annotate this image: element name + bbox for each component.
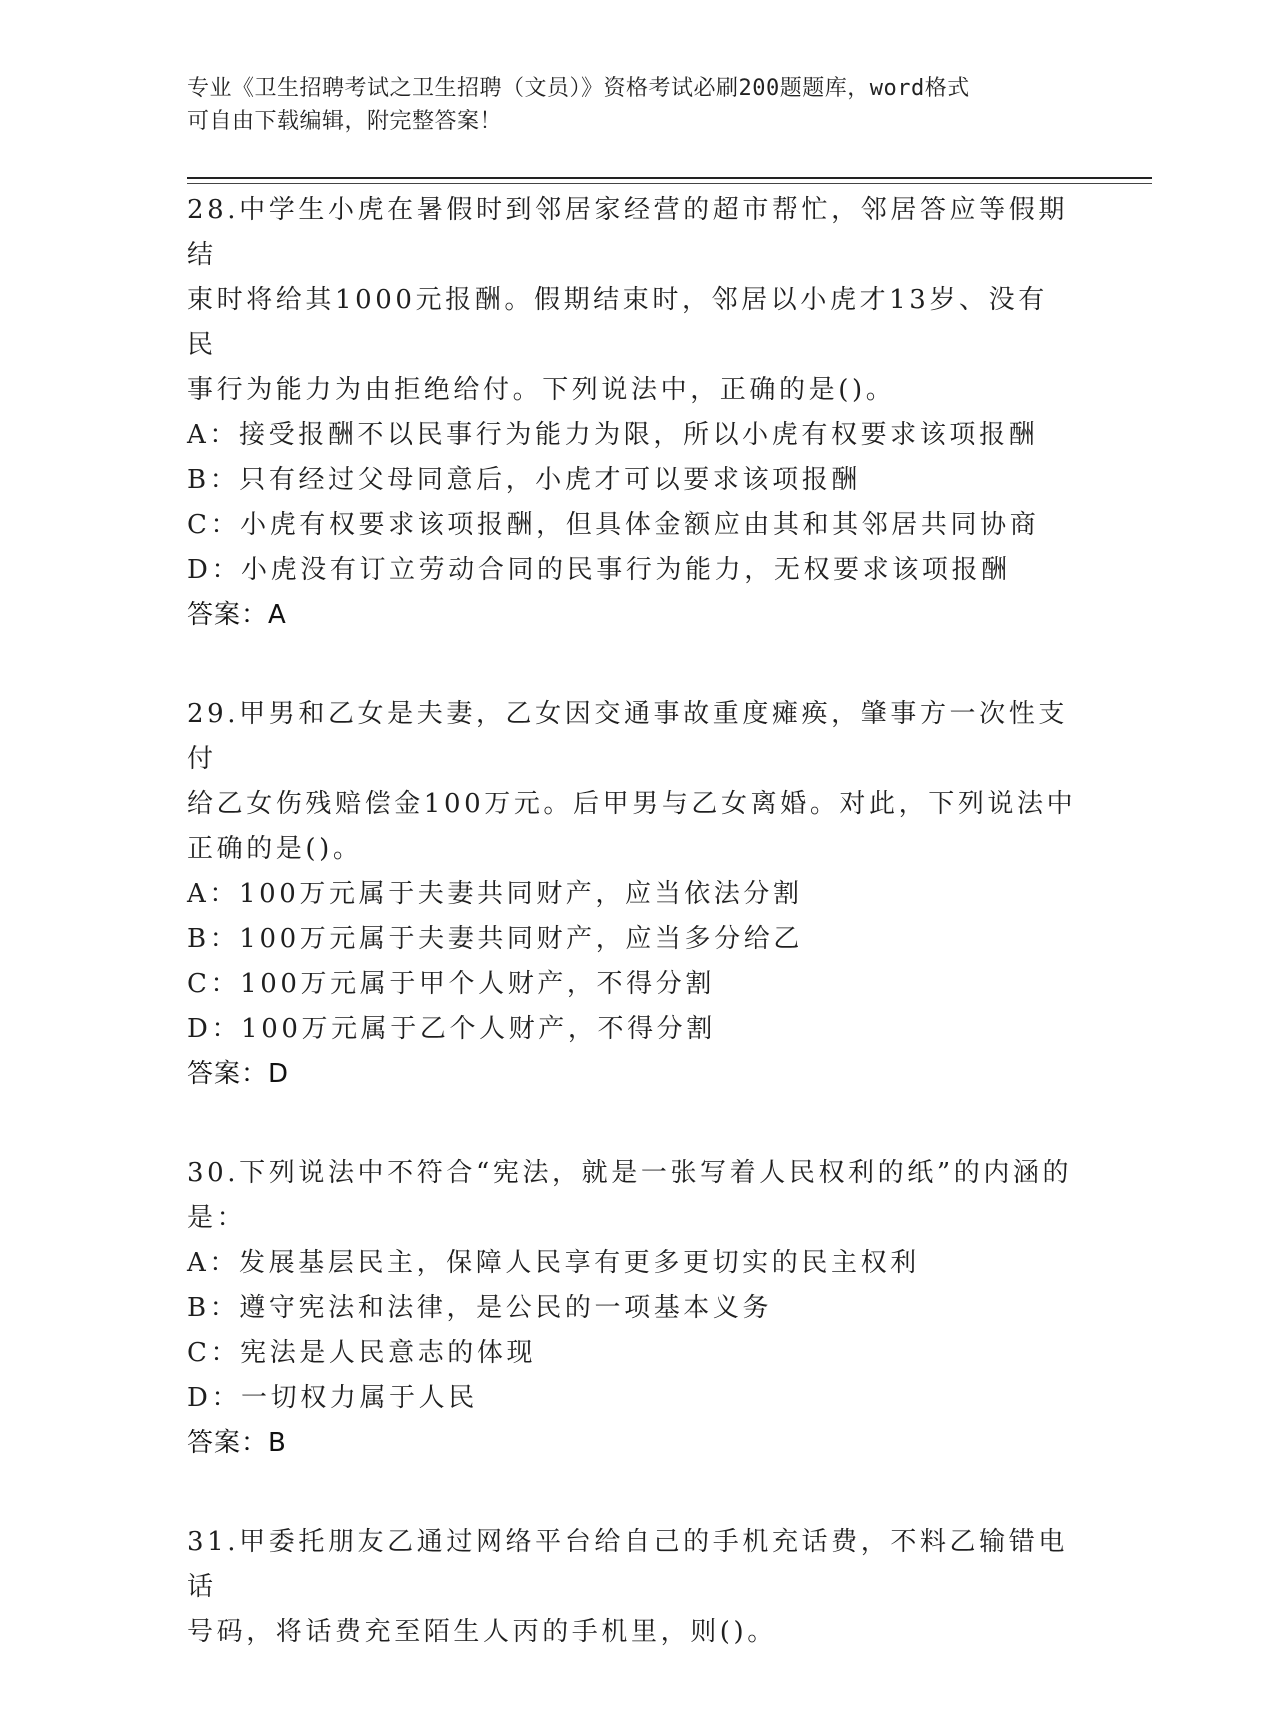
- question-31: [187, 1520, 1077, 1655]
- question-stem-line: 28.中学生小虎在暑假时到邻居家经营的超市帮忙，邻居答应等假期结: [187, 195, 1068, 270]
- question-stem: [187, 188, 1077, 413]
- question-stem-line: 是：: [187, 1203, 247, 1233]
- header-line-2: 可自由下载编辑，附完整答案！: [187, 109, 503, 134]
- option-b: B：只有经过父母同意后，小虎才可以要求该项报酬: [187, 465, 861, 495]
- question-stem-line: 29.甲男和乙女是夫妻，乙女因交通事故重度瘫痪，肇事方一次性支付: [187, 699, 1068, 774]
- header-divider-thin: [187, 183, 1152, 184]
- question-stem: [187, 1151, 1077, 1241]
- option-b: B：遵守宪法和法律，是公民的一项基本义务: [187, 1293, 773, 1323]
- answer-label: 答案：A: [187, 600, 287, 630]
- document-header: [187, 72, 1067, 138]
- question-stem-line: 正确的是()。: [187, 834, 363, 864]
- answer-label: 答案：B: [187, 1428, 287, 1458]
- option-b: B：100万元属于夫妻共同财产，应当多分给乙: [187, 924, 803, 954]
- question-list: [187, 188, 1077, 1709]
- question-stem-line: 31.甲委托朋友乙通过网络平台给自己的手机充话费，不料乙输错电话: [187, 1527, 1068, 1602]
- question-stem-line: 给乙女伤残赔偿金100万元。后甲男与乙女离婚。对此，下列说法中: [187, 789, 1077, 819]
- question-stem-line: 事行为能力为由拒绝给付。下列说法中，正确的是()。: [187, 375, 896, 405]
- option-d: D：一切权力属于人民: [187, 1383, 478, 1413]
- question-stem: [187, 1520, 1077, 1655]
- option-a: A：发展基层民主，保障人民享有更多更切实的民主权利: [187, 1248, 920, 1278]
- question-stem-line: 束时将给其1000元报酬。假期结束时，邻居以小虎才13岁、没有民: [187, 285, 1048, 360]
- question-30: [187, 1151, 1077, 1466]
- option-c: C：宪法是人民意志的体现: [187, 1338, 537, 1368]
- header-divider-thick: [187, 177, 1152, 179]
- option-a: A：接受报酬不以民事行为能力为限，所以小虎有权要求该项报酬: [187, 420, 1039, 450]
- option-d: D：100万元属于乙个人财产，不得分割: [187, 1014, 716, 1044]
- option-a: A：100万元属于夫妻共同财产，应当依法分割: [187, 879, 803, 909]
- question-stem-line: 30.下列说法中不符合“宪法，就是一张写着人民权利的纸”的内涵的: [187, 1158, 1073, 1188]
- question-29: [187, 692, 1077, 1097]
- header-line-1: 专业《卫生招聘考试之卫生招聘（文员）》资格考试必刷200题题库，word格式: [187, 76, 970, 101]
- question-28: [187, 188, 1077, 638]
- answer-label: 答案：D: [187, 1059, 290, 1089]
- option-c: C：小虎有权要求该项报酬，但具体金额应由其和其邻居共同协商: [187, 510, 1040, 540]
- question-stem-line: 号码，将话费充至陌生人丙的手机里，则()。: [187, 1617, 777, 1647]
- option-c: C：100万元属于甲个人财产，不得分割: [187, 969, 715, 999]
- option-d: D：小虎没有订立劳动合同的民事行为能力，无权要求该项报酬: [187, 555, 1011, 585]
- question-stem: [187, 692, 1077, 872]
